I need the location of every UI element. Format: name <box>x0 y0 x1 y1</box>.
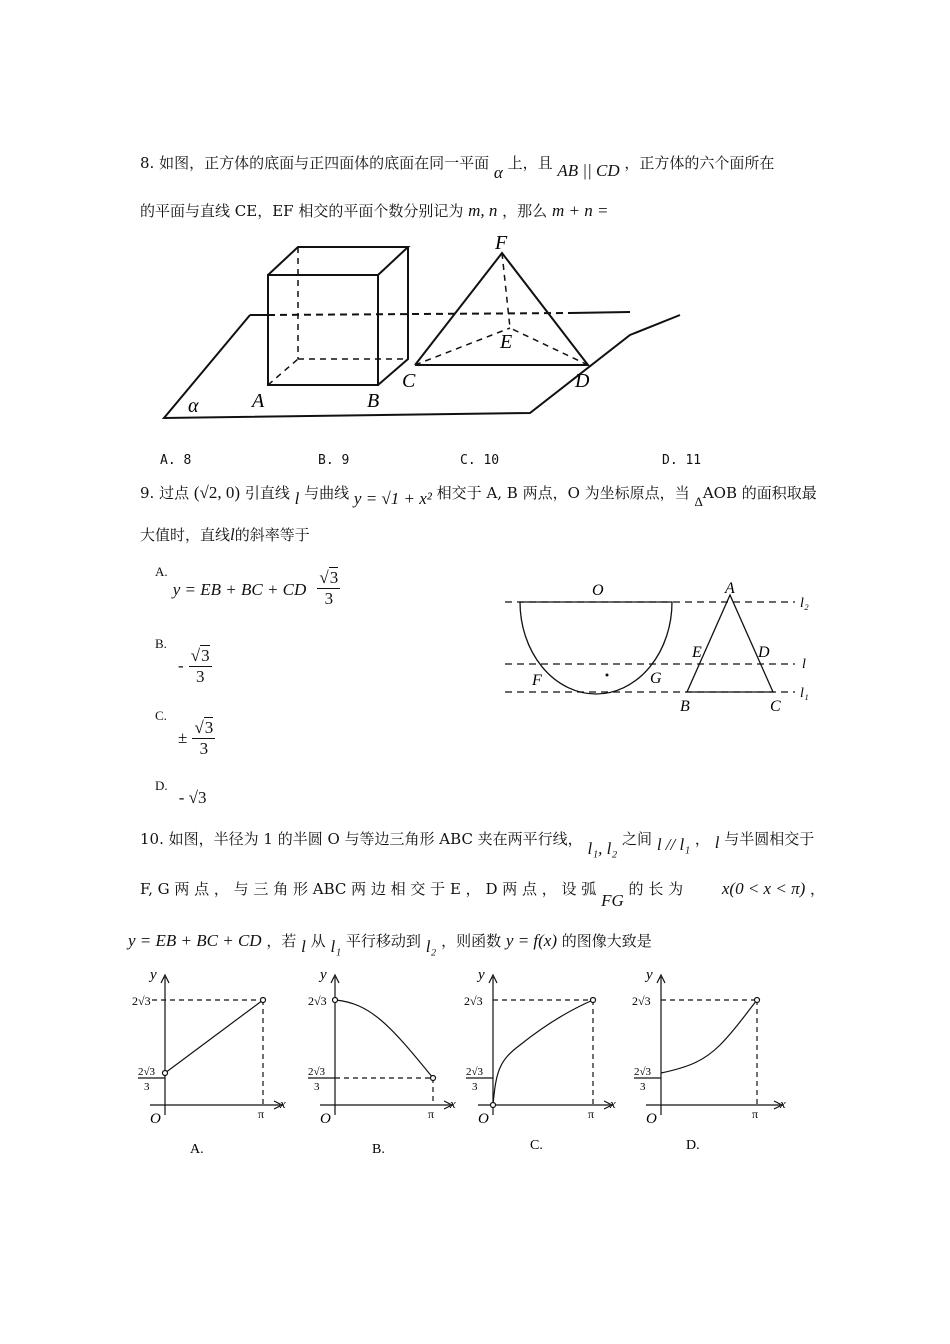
origin-label: O <box>320 1111 331 1127</box>
label-l2: l₂ <box>800 596 809 611</box>
sqrt-three: 3 <box>329 568 339 587</box>
low-value-numerator: 2√3 <box>138 1066 156 1078</box>
alpha-symbol: α <box>493 163 503 182</box>
label-alpha: α <box>188 395 199 417</box>
curve-equation: y = √1 + x² <box>353 489 432 508</box>
q10-text: 平行移动到 <box>345 932 421 950</box>
q8-line2 <box>140 200 608 221</box>
q10-text: 从 <box>310 932 326 950</box>
origin-label: O <box>646 1111 657 1127</box>
sqrt-three: 3 <box>204 718 214 737</box>
graph-b-label: B. <box>372 1142 385 1157</box>
low-value-numerator: 2√3 <box>466 1066 484 1078</box>
ab-parallel-cd: AB || CD <box>557 161 620 180</box>
q10-line2 <box>140 878 826 910</box>
low-value-denominator: 3 <box>472 1081 478 1093</box>
q9-text: 的斜率等于 <box>234 526 310 544</box>
sqrt-three: 3 <box>201 646 210 665</box>
option-label: A. <box>155 564 168 579</box>
option-label: B. <box>155 636 167 651</box>
label-D: D <box>575 370 590 392</box>
q9-text: 相交于 A, B 两点，O 为坐标原点，当 <box>436 484 690 502</box>
origin-label: O <box>150 1111 161 1127</box>
low-value-denominator: 3 <box>640 1081 646 1093</box>
label-F: F <box>495 235 508 254</box>
axis-y-label: y <box>646 967 653 983</box>
denominator: 3 <box>199 739 209 758</box>
graph-d-label: D. <box>686 1138 700 1153</box>
q8-option-d: D. 11 <box>662 453 702 468</box>
q8-text: 的平面与直线 CE，EF 相交的平面个数分别记为 <box>140 202 464 220</box>
label-A: A <box>725 580 735 597</box>
q8-option-a: A. 8 <box>160 453 192 468</box>
q10-text: 之间 <box>622 830 653 848</box>
label-E: E <box>692 644 702 661</box>
graph-option-c <box>460 965 620 1160</box>
q10-text: 10. 如图，半径为 1 的半圆 O 与等边三角形 ABC 夹在两平行线， <box>140 830 583 848</box>
pi-tick-label: π <box>428 1107 435 1121</box>
l1-l2: l₁, l₂ <box>587 839 618 858</box>
q8-text: 8. 如图，正方体的底面与正四面体的底面在同一平面 <box>140 154 490 172</box>
label-O: O <box>592 582 604 599</box>
delta-symbol: Δ <box>694 494 703 509</box>
l2: l₂ <box>425 937 437 956</box>
line-l: l <box>301 937 306 956</box>
x-range: x(0 < x < π) <box>721 879 806 898</box>
q9-text: AOB 的面积取最 <box>702 484 817 502</box>
q10-semicircle-triangle-figure <box>500 575 820 725</box>
graph-option-d <box>630 965 790 1160</box>
q9-line2 <box>140 524 310 545</box>
axis-y-label: y <box>478 967 485 983</box>
function-y: y = EB + BC + CD <box>128 931 262 950</box>
axis-x-label: x <box>610 1096 616 1111</box>
q10-line1 <box>140 828 815 858</box>
graph-c-label: C. <box>530 1138 543 1153</box>
q8-line1 <box>140 152 775 182</box>
l-parallel-l1: l // l₁ <box>656 835 691 854</box>
q10-text: 的图像大致是 <box>561 932 652 950</box>
l1: l₁ <box>330 937 342 956</box>
axis-x-label: x <box>450 1096 456 1111</box>
low-value-numerator: 2√3 <box>634 1066 652 1078</box>
q9-option-a <box>155 564 340 608</box>
q9-text: 引直线 <box>244 484 290 502</box>
pi-tick-label: π <box>588 1107 595 1121</box>
axis-x-label: x <box>280 1096 286 1111</box>
label-F: F <box>532 672 542 689</box>
top-value-label: 2√3 <box>308 994 327 1008</box>
option-a-expression: y = EB + BC + CD <box>172 580 307 599</box>
graph-a-label: A. <box>190 1142 204 1157</box>
label-A: A <box>252 390 265 412</box>
option-label: D. <box>155 778 168 793</box>
pi-tick-label: π <box>752 1107 759 1121</box>
q8-text: 上，且 <box>507 154 553 172</box>
q8-option-b: B. 9 <box>318 453 350 468</box>
q8-cube-tetrahedron-figure <box>150 235 710 435</box>
minus-sign: - <box>178 656 184 675</box>
q9-text: 大值时，直线 <box>140 526 231 544</box>
label-l1: l₁ <box>800 686 809 701</box>
option-label: C. <box>155 708 167 723</box>
label-E: E <box>500 331 513 353</box>
axis-y-label: y <box>320 967 327 983</box>
label-G: G <box>650 670 662 687</box>
q9-line1 <box>140 482 817 509</box>
q10-text: F, G 两 点 ， 与 三 角 形 ABC 两 边 相 交 于 E ， D 两 点 ， 设 弧 <box>140 880 597 898</box>
q8-option-c: C. 10 <box>460 453 500 468</box>
label-C: C <box>402 370 416 392</box>
q9-option-b <box>155 636 212 686</box>
low-value-denominator: 3 <box>314 1081 320 1093</box>
q9-text: 9. 过点 <box>140 484 190 502</box>
label-B: B <box>680 698 690 715</box>
low-value-denominator: 3 <box>144 1081 150 1093</box>
point-root2-0: (√2, 0) <box>193 483 241 502</box>
label-D: D <box>758 644 770 661</box>
q9-option-c <box>155 708 215 758</box>
label-B: B <box>367 390 380 412</box>
line-l: l <box>714 833 720 852</box>
y-equals-f-x: y = f(x) <box>505 931 558 950</box>
root3-over-3: $\frac{√3}{3}$ <box>190 646 210 686</box>
q10-text: ， <box>694 830 710 848</box>
top-value-label: 2√3 <box>464 994 483 1008</box>
q9-text: 与曲线 <box>304 484 350 502</box>
m-n: m, n <box>468 201 498 220</box>
q10-text: ， <box>810 880 826 898</box>
m-plus-n: m + n = <box>551 201 609 220</box>
pi-tick-label: π <box>258 1107 265 1121</box>
root3-over-3: $\frac{√3}{3}$ <box>194 718 214 758</box>
top-value-label: 2√3 <box>132 994 151 1008</box>
q10-text: ，则函数 <box>441 932 502 950</box>
q10-text: 与半圆相交于 <box>724 830 815 848</box>
axis-y-label: y <box>150 967 157 983</box>
low-value-numerator: 2√3 <box>308 1066 326 1078</box>
graph-option-a <box>130 965 290 1160</box>
label-C: C <box>770 698 781 715</box>
q8-text: ，那么 <box>502 202 548 220</box>
q9-option-d <box>155 778 207 807</box>
option-d-expression: - √3 <box>178 788 207 807</box>
axis-x-label: x <box>780 1096 786 1111</box>
line-l: l <box>230 525 235 544</box>
q10-text: ，若 <box>266 932 297 950</box>
denominator: 3 <box>195 667 205 686</box>
q8-text: ，正方体的六个面所在 <box>624 154 775 172</box>
line-l: l <box>294 489 300 508</box>
arc-FG: FG <box>601 891 624 910</box>
denominator: 3 <box>324 589 334 608</box>
origin-label: O <box>478 1111 489 1127</box>
root3-over-3: $\frac{√3}{3}$ <box>319 568 339 608</box>
label-l: l <box>802 657 806 672</box>
q10-text: 的 长 为 <box>628 880 684 898</box>
graph-option-b <box>300 965 460 1160</box>
plus-minus-sign: ± <box>178 728 188 747</box>
q10-line3 <box>128 930 652 956</box>
top-value-label: 2√3 <box>632 994 651 1008</box>
